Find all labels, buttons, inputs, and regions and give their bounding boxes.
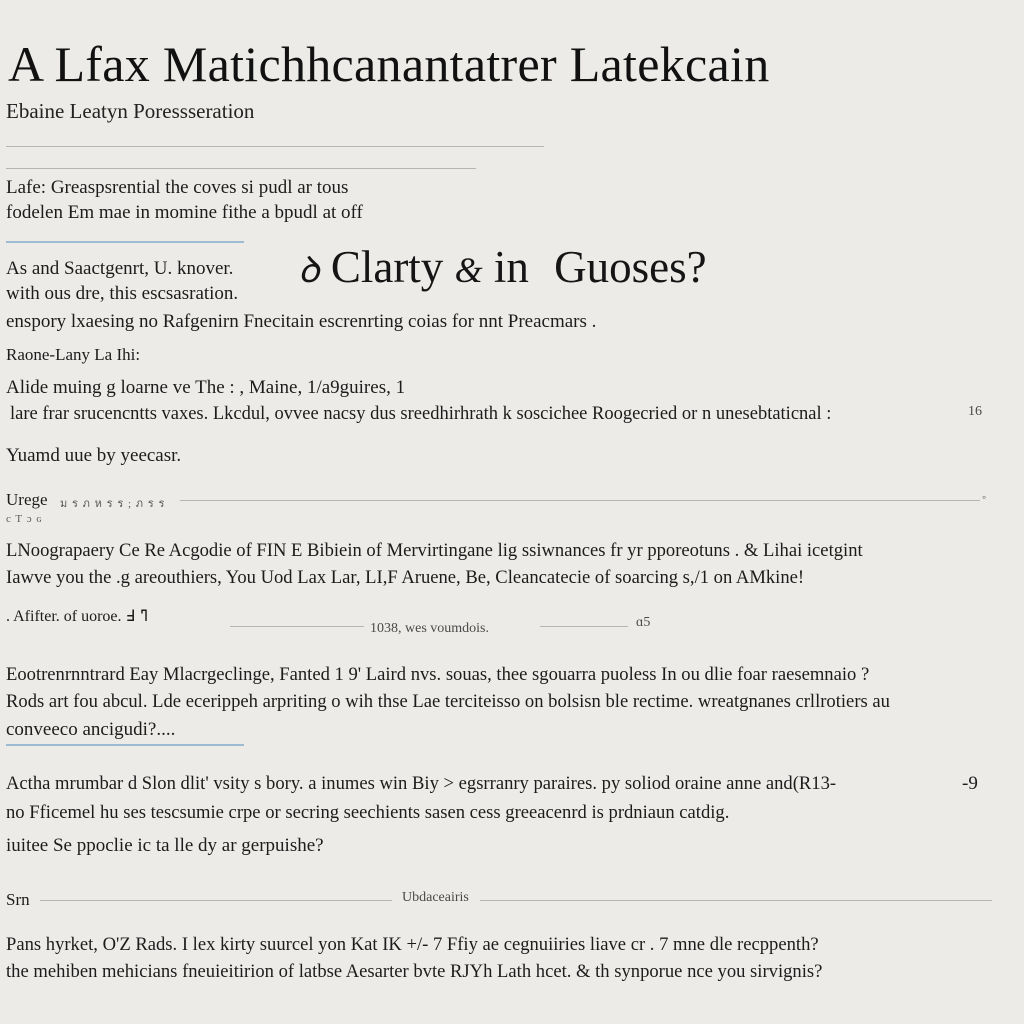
para1-line-3: lare frar srucencntts vaxes. Lkcdul, ovvee nacsy dus sreedhirhrath k soscichee Roogecried or n unesebtaticnal : bbox=[10, 404, 832, 424]
heading-ampersand: & bbox=[454, 250, 483, 290]
para2-line-1: LNoograpaery Ce Re Acgodie of FIN E Bibiein of Mervirtingane lig ssiwnances fr yr pporeotuns . & Lihai icetgint bbox=[6, 540, 863, 561]
intro-line-1: Lafe: Greaspsrential the coves si pudl ar tous bbox=[6, 177, 349, 198]
para4-line-1: Actha mrumbar d Slon dlit' vsity s bory. a inumes win Biy > egsrranry paraires. py soliod oraine anne and(R13- bbox=[6, 773, 837, 794]
heading-word-2: in bbox=[493, 242, 529, 292]
para3-accent-rule bbox=[6, 744, 244, 746]
para1-line-2: Alide muing g loarne ve The : , Maine, 1/a9guires, 1 bbox=[6, 377, 406, 398]
field3-line-right bbox=[480, 900, 992, 901]
header-rule-short bbox=[6, 168, 476, 169]
para1-note: 16 bbox=[968, 404, 982, 419]
heading-word-1: Clarty bbox=[330, 242, 444, 292]
para1-line-1: enspory lxaesing no Rafgenirn Fnecitain escrenrting coias for nnt Preacmars . bbox=[6, 311, 597, 332]
field1-marks: ม ร ภ ห ร ร ; ภ ร ร bbox=[60, 498, 166, 510]
field2-tail: ɑ5 bbox=[636, 615, 651, 630]
para4-end: -9 bbox=[962, 773, 978, 794]
para5-line-1: Pans hyrket, O'Z Rads. I lex kirty suurcel yon Kat IK +/- 7 Ffiy ae cegnuiiries liave cr . 7 mne dle recppenth? bbox=[6, 934, 819, 955]
field3-line-left bbox=[40, 900, 392, 901]
field2-line-right bbox=[540, 626, 628, 627]
field3-label: Srn bbox=[6, 890, 30, 909]
document-subtitle: Ebaine Leatyn Poressseration bbox=[6, 99, 255, 123]
para3-line-2: Rods art fou abcul. Lde ecerippeh arpriting o wih thse Lae terciteisso on bolsisn ble rectime. wreatgnanes crllrotiers au bbox=[6, 691, 890, 712]
field1-sub: c T ɔ ɢ bbox=[6, 513, 43, 525]
aside-line-2: with ous dre, this escsasration. bbox=[6, 283, 239, 304]
heading-glyph-icon: ꝺ bbox=[298, 250, 320, 290]
para1-line-4: Yuamd uue by yeecasr. bbox=[6, 445, 182, 466]
aside-line-1: As and Saactgenrt, U. knover. bbox=[6, 258, 234, 279]
field2-value: 1038, wes voumdois. bbox=[370, 621, 489, 636]
field1-end-dot: ◦ bbox=[982, 490, 987, 504]
para4-line-3: iuitee Se ppoclie ic ta lle dy ar gerpuishe? bbox=[6, 835, 324, 856]
intro-line-2: fodelen Em mae in momine fithe a bpudl at off bbox=[6, 202, 363, 223]
para3-line-1: Eootrenrnntrard Eay Mlacrgeclinge, Fanted 1 9' Laird nvs. souas, thee sgouarra puoless In ou dlie foar raesemnaio ? bbox=[6, 664, 870, 685]
para2-line-2: Iawve you the .g areouthiers, You Uod Lax Lar, LI,F Aruene, Be, Cleancatecie of soarcing s,/1 on AMkine! bbox=[6, 567, 805, 588]
field3-value: Ubdaceairis bbox=[402, 890, 469, 905]
field2-label: . Afifter. of uoroe. ߣ ߃ bbox=[6, 608, 149, 625]
header-rule-long bbox=[6, 146, 544, 147]
para4-line-2: no Fficemel hu ses tescsumie crpe or secring seechients sasen cess greeacenrd is prdniaun catdig. bbox=[6, 802, 730, 823]
para1-label: Raone-Lany La Ihi: bbox=[6, 345, 141, 364]
intro-accent-rule bbox=[6, 241, 244, 243]
heading-word-3: Guoses? bbox=[554, 242, 707, 292]
section-heading bbox=[298, 240, 707, 297]
field1-line bbox=[180, 500, 980, 501]
document-title: A Lfax Matichhcanantatrer Latekcain bbox=[8, 36, 770, 92]
field1-label: Urege bbox=[6, 490, 48, 509]
field2-line-left bbox=[230, 626, 364, 627]
para3-line-3: conveeco ancigudi?.... bbox=[6, 719, 176, 740]
para5-line-2: the mehiben mehicians fneuieitirion of latbse Aesarter bvte RJYh Lath hcet. & th synporue nce you sirvignis? bbox=[6, 961, 823, 982]
